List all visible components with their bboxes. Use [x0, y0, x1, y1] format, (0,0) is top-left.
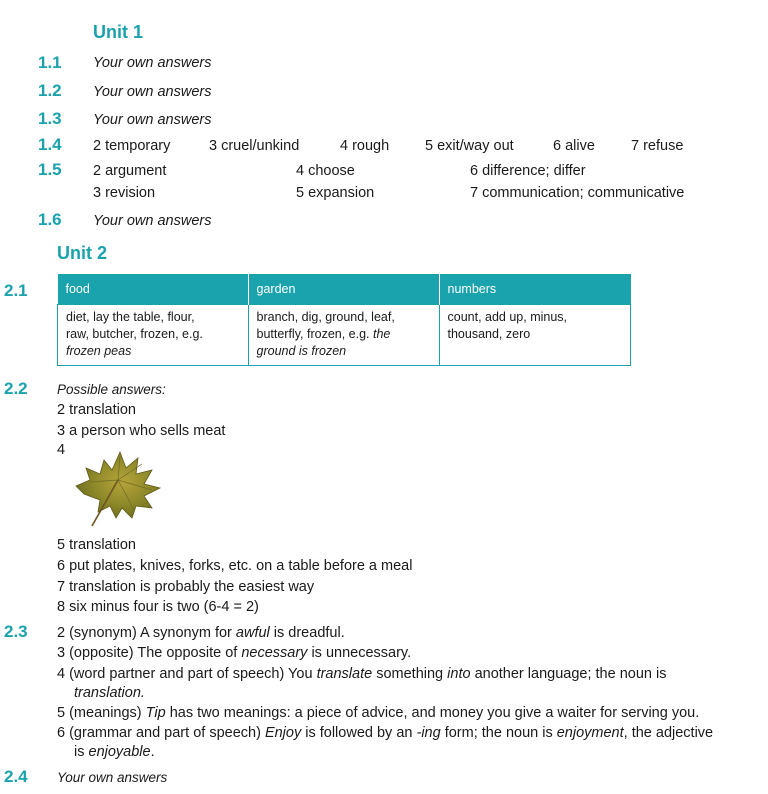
exercise-1-6-number: 1.6	[38, 210, 62, 229]
numbers-line: thousand, zero	[447, 326, 531, 341]
exercise-2-4-answer: Your own answers	[57, 770, 168, 785]
exercise-2-2-item: 6 put plates, knives, forks, etc. on a table before a meal	[57, 558, 413, 574]
exercise-1-2-number: 1.2	[38, 81, 62, 100]
exercise-1-4-item: 3 cruel/unkind	[209, 138, 300, 154]
line-text: is unnecessary.	[307, 645, 412, 661]
line-text: is followed by an	[301, 725, 417, 741]
line-text: -ing	[416, 725, 441, 741]
exercise-2-4-number: 2.4	[4, 767, 28, 786]
exercise-2-2-item: 4	[57, 442, 66, 458]
leaf-icon	[72, 446, 166, 534]
table-cell-numbers	[439, 305, 631, 366]
line-text: enjoyable	[88, 744, 151, 760]
exercise-1-5-item: 6 difference; differ	[470, 163, 586, 179]
line-text: 3 (opposite) The opposite of	[57, 645, 242, 661]
exercise-1-6-answer: Your own answers	[93, 213, 212, 229]
line-text: Enjoy	[264, 725, 302, 741]
table-header-numbers: numbers	[439, 274, 631, 305]
exercise-1-5-item: 4 choose	[296, 163, 355, 179]
line-text: translate	[316, 666, 373, 682]
line-text: necessary	[241, 645, 308, 661]
exercise-2-2-item: 3 a person who sells meat	[57, 423, 226, 439]
exercise-1-4-number: 1.4	[38, 135, 62, 154]
exercise-2-1-number: 2.1	[4, 281, 28, 300]
table-header-food: food	[58, 274, 249, 305]
line-text: is	[74, 744, 89, 760]
exercise-2-2-number: 2.2	[4, 379, 28, 398]
food-line: raw, butcher, frozen, e.g.	[66, 326, 203, 341]
garden-line: butterfly, frozen, e.g.	[256, 326, 373, 341]
vocabulary-table	[57, 274, 631, 366]
unit-2-title: Unit 2	[57, 243, 108, 263]
line-text: awful	[235, 625, 270, 641]
exercise-1-4-item: 6 alive	[553, 138, 595, 154]
line-text: into	[447, 666, 471, 682]
exercise-2-3-line	[57, 646, 411, 661]
unit-1-title: Unit 1	[93, 22, 144, 42]
numbers-line: count, add up, minus,	[447, 310, 568, 324]
line-text: something	[372, 666, 448, 682]
exercise-2-3-line	[57, 626, 345, 641]
line-text: 2 (synonym) A synonym for	[57, 625, 236, 641]
garden-line: branch, dig, ground, leaf,	[256, 310, 395, 324]
exercise-2-3-line	[57, 726, 713, 741]
line-text: 4 (word partner and part of speech) You	[57, 666, 317, 682]
garden-line: the	[373, 326, 391, 341]
exercise-2-3-line: translation.	[74, 685, 145, 701]
exercise-1-1-answer: Your own answers	[93, 55, 212, 71]
exercise-1-5-item: 5 expansion	[296, 185, 375, 201]
line-text: 5 (meanings)	[57, 705, 146, 721]
exercise-1-2-answer: Your own answers	[93, 84, 212, 100]
line-text: has two meanings: a piece of advice, and money you give a waiter for serving you.	[165, 705, 700, 721]
food-line: diet, lay the table, flour,	[66, 310, 195, 324]
exercise-1-4-item: 5 exit/way out	[425, 138, 514, 154]
exercise-1-3-number: 1.3	[38, 109, 62, 128]
exercise-2-2-item: 5 translation	[57, 537, 136, 553]
exercise-2-3-line	[74, 745, 155, 760]
exercise-2-2-item: 8 six minus four is two (6-4 = 2)	[57, 599, 259, 615]
exercise-1-5-item: 7 communication; communicative	[470, 185, 685, 201]
table-header-garden: garden	[248, 274, 439, 305]
exercise-2-3-number: 2.3	[4, 622, 28, 641]
line-text: is dreadful.	[269, 625, 345, 641]
exercise-2-3-line	[57, 706, 699, 721]
exercise-1-5-item: 2 argument	[93, 163, 167, 179]
exercise-1-4-item: 4 rough	[340, 138, 390, 154]
exercise-2-2-item: 7 translation is probably the easiest way	[57, 579, 315, 595]
food-line: frozen peas	[66, 343, 132, 358]
exercise-1-3-answer: Your own answers	[93, 112, 212, 128]
line-text: Tip	[145, 705, 166, 721]
line-text: 6 (grammar and part of speech)	[57, 725, 265, 741]
line-text: form; the noun is	[440, 725, 557, 741]
exercise-1-5-item: 3 revision	[93, 185, 156, 201]
exercise-1-5-number: 1.5	[38, 160, 62, 179]
exercise-2-2-item: 2 translation	[57, 402, 136, 418]
exercise-1-1-number: 1.1	[38, 53, 62, 72]
line-text: .	[150, 744, 155, 760]
line-text: enjoyment	[556, 725, 624, 741]
table-cell-garden	[248, 305, 439, 366]
table-cell-food	[58, 305, 249, 366]
exercise-1-4-item: 7 refuse	[631, 138, 684, 154]
exercise-2-3-line	[57, 667, 666, 682]
exercise-2-2-intro: Possible answers:	[57, 382, 166, 397]
exercise-1-4-item: 2 temporary	[93, 138, 171, 154]
line-text: another language; the noun is	[470, 666, 667, 682]
garden-line: ground is frozen	[256, 343, 347, 358]
line-text: , the adjective	[623, 725, 714, 741]
